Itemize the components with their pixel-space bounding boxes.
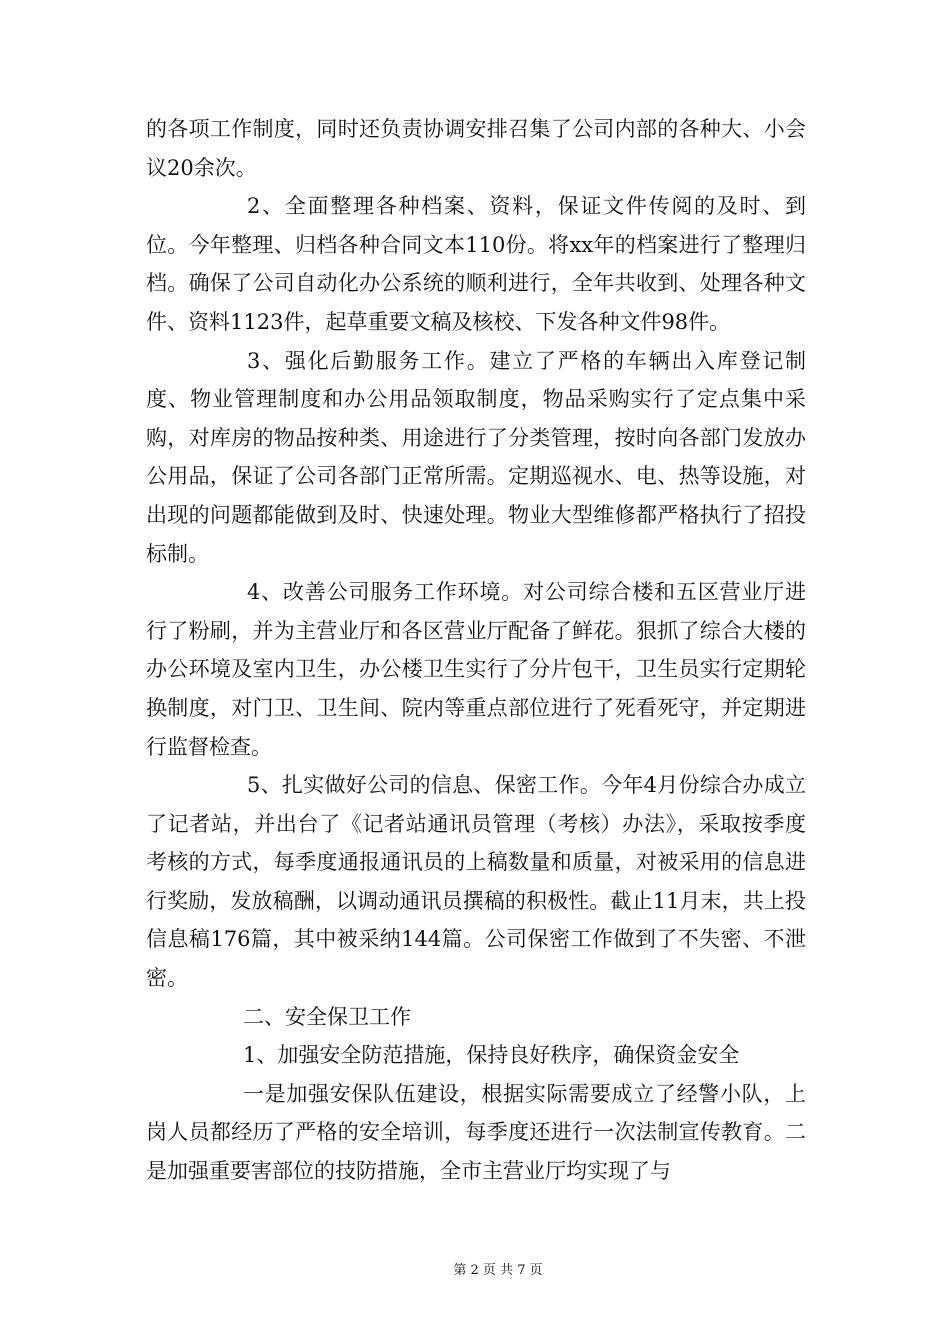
paragraph-security-team: 一是加强安保队伍建设，根据实际需要成立了经警小队，上岗人员都经历了严格的安全培训，每季度还进行一次法制宣传教育。二是加强重要害部位的技防措施，全市主营业厅均实现了与 <box>146 1081 806 1184</box>
subheading-safety-measures: 1、加强安全防范措施，保持良好秩序，确保资金安全 <box>243 1043 740 1068</box>
paragraph-information-security: 5、扎实做好公司的信息、保密工作。今年4月份综合办成立了记者站，并出台了《记者站通讯员管理（考核）办法》，采取按季度考核的方式，每季度通报通讯员的上稿数量和质量，对被采用的信息进行奖励，发放稿酬，以调动通讯员撰稿的积极性。截止11月末，共上投信息稿176篇，其中被采纳144篇。公司保密工作做到了不失密、不泄密。 <box>146 773 806 991</box>
section-heading-security: 二、安全保卫工作 <box>243 1004 411 1029</box>
document-body <box>146 110 806 1191</box>
page-number-footer: 第 2 页 共 7 页 <box>453 1263 543 1278</box>
paragraph-work-environment: 4、改善公司服务工作环境。对公司综合楼和五区营业厅进行了粉刷，并为主营业厅和各区营业厅配备了鲜花。狠抓了综合大楼的办公环境及室内卫生，办公楼卫生实行了分片包干，卫生员实行定期轮换制度，对门卫、卫生间、院内等重点部位进行了死看死守，并定期进行监督检查。 <box>146 580 806 759</box>
paragraph-continuation: 的各项工作制度，同时还负责协调安排召集了公司内部的各种大、小会议20余次。 <box>146 117 806 180</box>
paragraph-logistics-service: 3、强化后勤服务工作。建立了严格的车辆出入库登记制度、物业管理制度和办公用品领取制度，物品采购实行了定点集中采购，对库房的物品按种类、用途进行了分类管理，按时向各部门发放办公用品，保证了公司各部门正常所需。定期巡视水、电、热等设施，对出现的问题都能做到及时、快速处理。物业大型维修都严格执行了招投标制。 <box>146 348 806 566</box>
paragraph-archive-management: 2、全面整理各种档案、资料，保证文件传阅的及时、到位。今年整理、归档各种合同文本110份。将xx年的档案进行了整理归档。确保了公司自动化办公系统的顺利进行，全年共收到、处理各种文件、资料1123件，起草重要文稿及核校、下发各种文件98件。 <box>146 194 806 334</box>
